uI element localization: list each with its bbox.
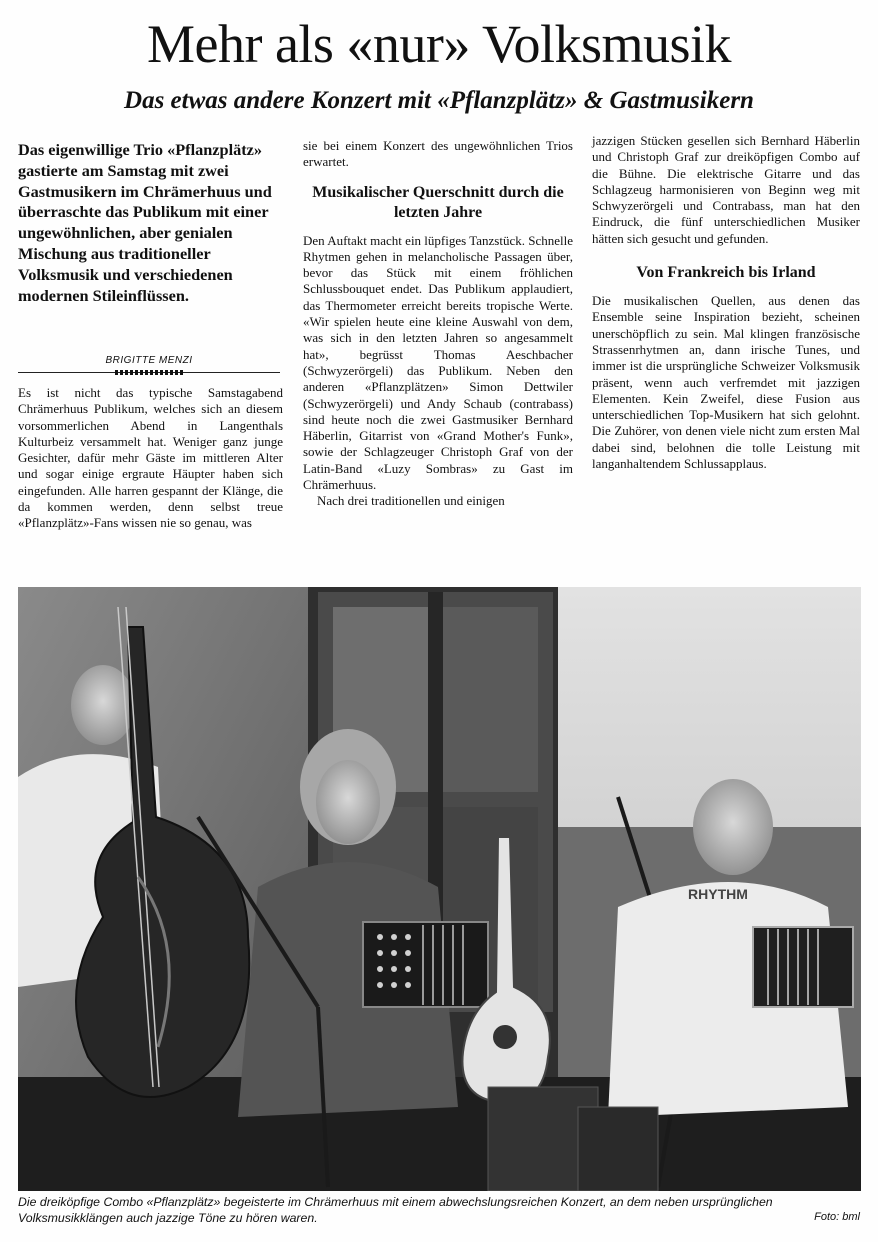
byline: BRIGITTE MENZI: [105, 355, 193, 366]
concert-photo-illustration: [18, 587, 861, 1191]
photo-caption: Die dreiköpfige Combo «Pflanzplätz» begeisterte im Chrämerhuus mit einem abwechslungsreichen Konzert, an dem neben ursprünglichen Volksmusikklängen auch jazzige Töne zu hören waren.: [18, 1195, 773, 1225]
section-heading: Von Frankreich bis Irland: [636, 264, 816, 282]
byline-ornament: [115, 370, 185, 375]
column-2: [303, 138, 573, 510]
subheadline: Das etwas andere Konzert mit «Pflanzplätz» & Gastmusikern: [124, 87, 754, 114]
column-3: [592, 133, 860, 472]
column-1: [18, 385, 283, 532]
shirt-print: RHYTHM: [688, 886, 748, 902]
section-heading: Musikalischer Querschnitt durch die letzten Jahre: [312, 183, 564, 221]
body-paragraph: Die musikalischen Quellen, aus denen das Ensemble seine Inspiration bezieht, scheinen unerschöpflich zu sein. Mal klingen französische Strassenrhytmen an, dann irische Tunes, und immer ist die ursprüngliche Schweizer Volksmusik präsent, wenn auch verfremdet mit jazzigen Elementen. Kein Zweifel, diese Fusion aus unterschiedlichen Top-Musikern hat sich gelohnt. Die Zuhörer, von denen viele nicht zum ersten Mal dabei sind, belohnen die tolle Leistung mit langanhaltendem Schlussapplaus.: [592, 293, 860, 472]
body-paragraph: Den Auftakt macht ein lüpfiges Tanzstück. Schnelle Rhytmen gehen in melancholische Passagen über, bevor das Stück mit einem fröhlichen Schlussbouquet endet. Das Publikum applaudiert, das Thermometer erreicht bereits tropische Werte. «Wir spielen heute eine kleine Auswahl von dem, was sich in den letzten Jahren so angesammelt hat», begrüsst Thomas Aeschbacher (Schwyzerörgeli) das Publikum. Neben den anderen «Pflanzplätzen» Simon Dettwiler (Schwyzerörgeli) und Andy Schaub (contrabass) sind heute noch die zwei Gastmusiker Bernhard Häberlin, Gitarrist von «Grand Mother's Funk», sowie der Schlagzeuger Christoph Graf von der Latin-Band «Luzy Sombras» zu Gast im Chrämerhuus.: [303, 232, 573, 493]
concert-photo: [18, 587, 861, 1191]
headline: Mehr als «nur» Volksmusik: [146, 14, 732, 74]
body-paragraph: Nach drei traditionellen und einigen: [317, 493, 505, 509]
body-paragraph: sie bei einem Konzert des ungewöhnlichen Trios erwartet.: [303, 138, 573, 170]
lead-paragraph: Das eigenwillige Trio «Pflanzplätz» gastierte am Samstag mit zwei Gastmusikern im Chrämerhuus und überraschte das Publikum mit einer ungewöhnlichen, aber genialen Mischung aus traditioneller Volksmusik und verschiedenen modernen Stileinflüssen.: [18, 140, 272, 305]
body-paragraph: jazzigen Stücken gesellen sich Bernhard Häberlin und Christoph Graf zur dreiköpfigen Combo auf die Bühne. Die elektrische Gitarre und das Schlagzeug harmonisieren von Beginn weg mit Schwyzerörgeli und Contrabass, man hat den Eindruck, die fünf unterschiedlichen Musiker hätten sich gesucht und gefunden.: [592, 133, 860, 246]
photo-credit: Foto: bml: [814, 1211, 860, 1223]
body-paragraph: Es ist nicht das typische Samstagabend Chrämerhuus Publikum, welches sich an diesem vorsommerlichen Abend in Langenthals Kulturbeiz versammelt hat. Weniger ganz junge Gesichter, dafür mehr Gäste im mittleren Alter und sogar einige ergraute Häupter haben sich eingefunden. Alle harren gespannt der Klänge, die da kommen werden, denn selbst treue «Pflanzplätz»-Fans wissen nie so genau, was: [18, 385, 283, 531]
